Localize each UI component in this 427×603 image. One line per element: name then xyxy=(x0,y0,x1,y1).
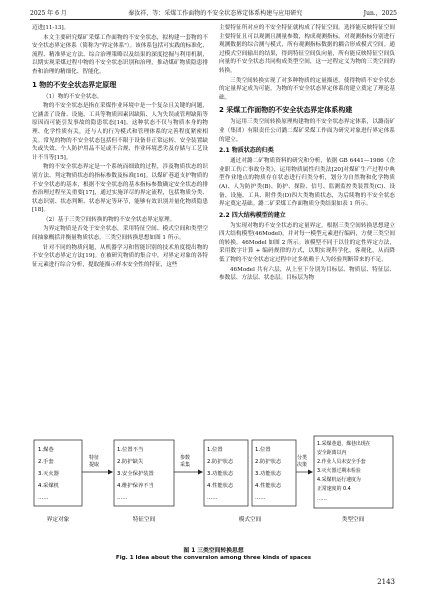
box-text: …… xyxy=(317,496,327,502)
paragraph: 46Model 共有六层，从上至下分别为目标层、物质层、特征层、参数层、方法层、状态层。目标层为物 xyxy=(219,266,395,282)
box-text: …… xyxy=(38,495,49,501)
space-label: 界定对象 xyxy=(46,517,70,523)
box-text: 4.采煤机 xyxy=(38,483,59,489)
left-column xyxy=(32,24,208,270)
box-text: …… xyxy=(117,495,128,501)
paragraph: 迈进[11-13]。 xyxy=(32,25,70,31)
arrow-label: 提取 xyxy=(89,462,100,468)
running-header xyxy=(30,6,397,18)
section-heading: 2 采煤工作面物的不安全状态界定体系构建 xyxy=(219,106,353,115)
paragraph: 针对不同的物质问题，从机器学习和智能识别的技术角度提出物的不安全状态界定方法[19]。在被研究物质的集合中，对界定对象的各特征元素进行综合分析，提取能描示样本安全性的特征，这些 xyxy=(32,244,208,268)
box-text: 2.防护缺失 xyxy=(117,459,144,465)
box-text: 2.作业人员未安全手套 xyxy=(317,459,366,465)
paragraph: 物的不安全状态界定是一个系统而细致的过程，涉及物质状态的识别方法、判定物质状态的指标参数及标准[16]。以煤矿巷道支护物质的不安全状态的基本，根据不安全状态的基本指标参数确定安全状态的排查治理过程至关重要[17]，通过实施详尽的界定流程，包括物质分类、状态识别、状态判断、状态界定等环节，能够有效识别并量化物质隐患[18]。 xyxy=(32,164,208,214)
box-text: 2.手套 xyxy=(38,459,54,465)
box-text: …… xyxy=(255,495,266,501)
arrowhead xyxy=(198,470,203,475)
arrowhead xyxy=(308,470,313,475)
header-rule xyxy=(30,19,397,20)
paragraph: 为实现对物的不安全状态的定量界定，根据三类空间转换思想建立四大结构模型(46Model)，并对每一模型元素进行编码，方便三类空间的转换。46Model 如图 2 所示。该模型不同于以往的定性界定方法，采用数字计算 + 编码规律的方式，以期实现科学化、客观化，从而降低了物的不安全状态定过程中过多依赖于人为经验判断带来的不足。 xyxy=(219,222,395,264)
box-text: 3.功能状态 xyxy=(255,471,282,477)
space-label: 模式空间 xyxy=(238,517,262,523)
section-heading: 1 物的不安全状态界定原理 xyxy=(32,80,117,89)
box-text: 3.灭火器 xyxy=(38,471,59,477)
paragraph: 为界定物质是否处于安全状态，采用特征空间、模式空间和类型空间抽象概括并衡量物质状态。三类空间转换思想如图 1 所示。 xyxy=(32,226,208,242)
box-text: 4.采煤机运行速度为 xyxy=(317,477,361,483)
paragraph: 物的不安全状态是指在采煤作业环境中是一个复杂且关键的问题，它涵盖了设备、设施、工具等物质因素因缺陷、人为失误或管理缺陷等原因而可能引发事故的隐患状态[14]。这种状态不仅与物质本身的物理、化学性质有关，还与人的行为模式和管理体系的完善程度紧密相关。常见的物的不安全状态包括但不限于设备非正常运转、安全装置缺失或失效、个人防护用品不足或不合规、作业环境恶劣及存储与工艺设计不当等[15]。 xyxy=(32,103,208,161)
box-text: 4.维护保养不当 xyxy=(117,483,154,489)
box-text: 正常速度的 0.4 xyxy=(317,486,351,492)
arrow-label: 特征 xyxy=(89,455,100,461)
box-text: 3.灭火器过期未检验 xyxy=(317,468,361,474)
figure-caption-cn: 图 1 三类空间转换思想 xyxy=(183,548,244,554)
box-text: 4.性能状态 xyxy=(207,483,234,489)
subsection-heading: 2.2 四大结构模型的建立 xyxy=(219,211,286,219)
box-text: 2.防护状态 xyxy=(255,459,282,465)
right-column xyxy=(219,24,395,284)
paragraph: 通过对潞二矿物质资料的研究和分析，依据 GB 6441—1986《企业职工伤亡事故分类》，运用物质属性归类法[20]对煤矿生产过程中典型作业地点的物质存在状态进行归类分析，划分为自然物和化学物质(A)、人为防护类(B)、防护、探险、信号、监测监控类装置类(C)、设备、设施、工具、附件类(D)四大类物质状态，为后续物的不安全状态界定奠定基础。潞二矿采煤工作面物质分类结果如表 1 所示。 xyxy=(219,158,395,208)
subsection-heading: 2.1 物质状态的归类 xyxy=(219,147,274,155)
arrow-label: 参数 xyxy=(180,455,191,461)
header-date: 2025 年 6 月 xyxy=(30,9,67,17)
box-text: 安全距离以内 xyxy=(317,450,347,456)
space-label: 特征空间 xyxy=(132,517,156,523)
box-text: 1.煤巷 xyxy=(38,447,54,453)
header-date-en: Jun.，2025 xyxy=(363,9,397,17)
arrow-label: 分类 xyxy=(297,455,308,461)
paragraph: 三类空间转换实现了对多种物质的定量描述，使得物质不安全状态的定量界定成为可能，为物的不安全状态界定体系的建立奠定了理论基础。 xyxy=(219,77,395,101)
paragraph: （1）物的不安全状态。 xyxy=(43,93,103,100)
figure-caption-en: Fig. 1 Idea about the conversion among three kinds of spaces xyxy=(115,555,312,561)
page-number: 2143 xyxy=(377,578,395,586)
arrow-label: 采集 xyxy=(180,462,191,468)
arrow-label: 决策 xyxy=(297,462,308,468)
box-text: 3.安全保护装置 xyxy=(117,471,154,477)
box-text: 4.性能状态 xyxy=(255,483,282,489)
arrowhead xyxy=(108,470,113,475)
box-text: 1.位置 xyxy=(207,447,223,453)
box-text: 2.防护状态 xyxy=(207,459,234,465)
box-text: 1.采煤巷道，煤巷出现在 xyxy=(317,441,371,447)
box-text: …… xyxy=(207,495,218,501)
figure-1-diagram xyxy=(32,432,395,540)
paragraph: 为运用三类空间转换原理构建物的不安全状态界定体系，以潞南矿业（集团）有限责任公司潞二煤矿采煤工作面为研究对象进行界定体系的建立。 xyxy=(219,119,395,143)
box-text: 1.位置 xyxy=(255,447,271,453)
box-text: 3.功能状态 xyxy=(207,471,234,477)
paragraph: 主要特征所对应的不安全特征就构成了特征空间。选择能反映特征空间主要特征且可以观测且测量参数，构成观测指标。对观测指标分别进行观测数据的综合测与模式，所有观测指标数据的耦合形成模式空间。通过模式空间输出的结果，得到特征空间负向量，所有能反映特征空间负向量的不安全状态共同构成类型空间，这一过程定义为物的三类空间的转换。 xyxy=(219,25,395,74)
header-title: 秦汝祥，等：采煤工作面物的不安全状态界定体系构建与应用研究 xyxy=(128,9,303,17)
box-text: 1.位置不当 xyxy=(117,447,144,453)
paragraph: （2）基于三类空间转换的物的不安全状态界定原理。 xyxy=(43,216,176,223)
space-label: 类型空间 xyxy=(341,517,365,523)
paragraph: 本文主要研究煤矿采煤工作面物的不安全状态，拟构建一套物的不安全状态界定体系（简称为"界定体系"）。该体系包括可实践的标准化、流程、精准界定方法、综合治理策略以及结果的深度挖掘与利用机制，以期实现采煤过程中物的不安全状态识别和治理，推动煤矿物质隐患排查和治理的精细化、智能化。 xyxy=(32,34,208,75)
